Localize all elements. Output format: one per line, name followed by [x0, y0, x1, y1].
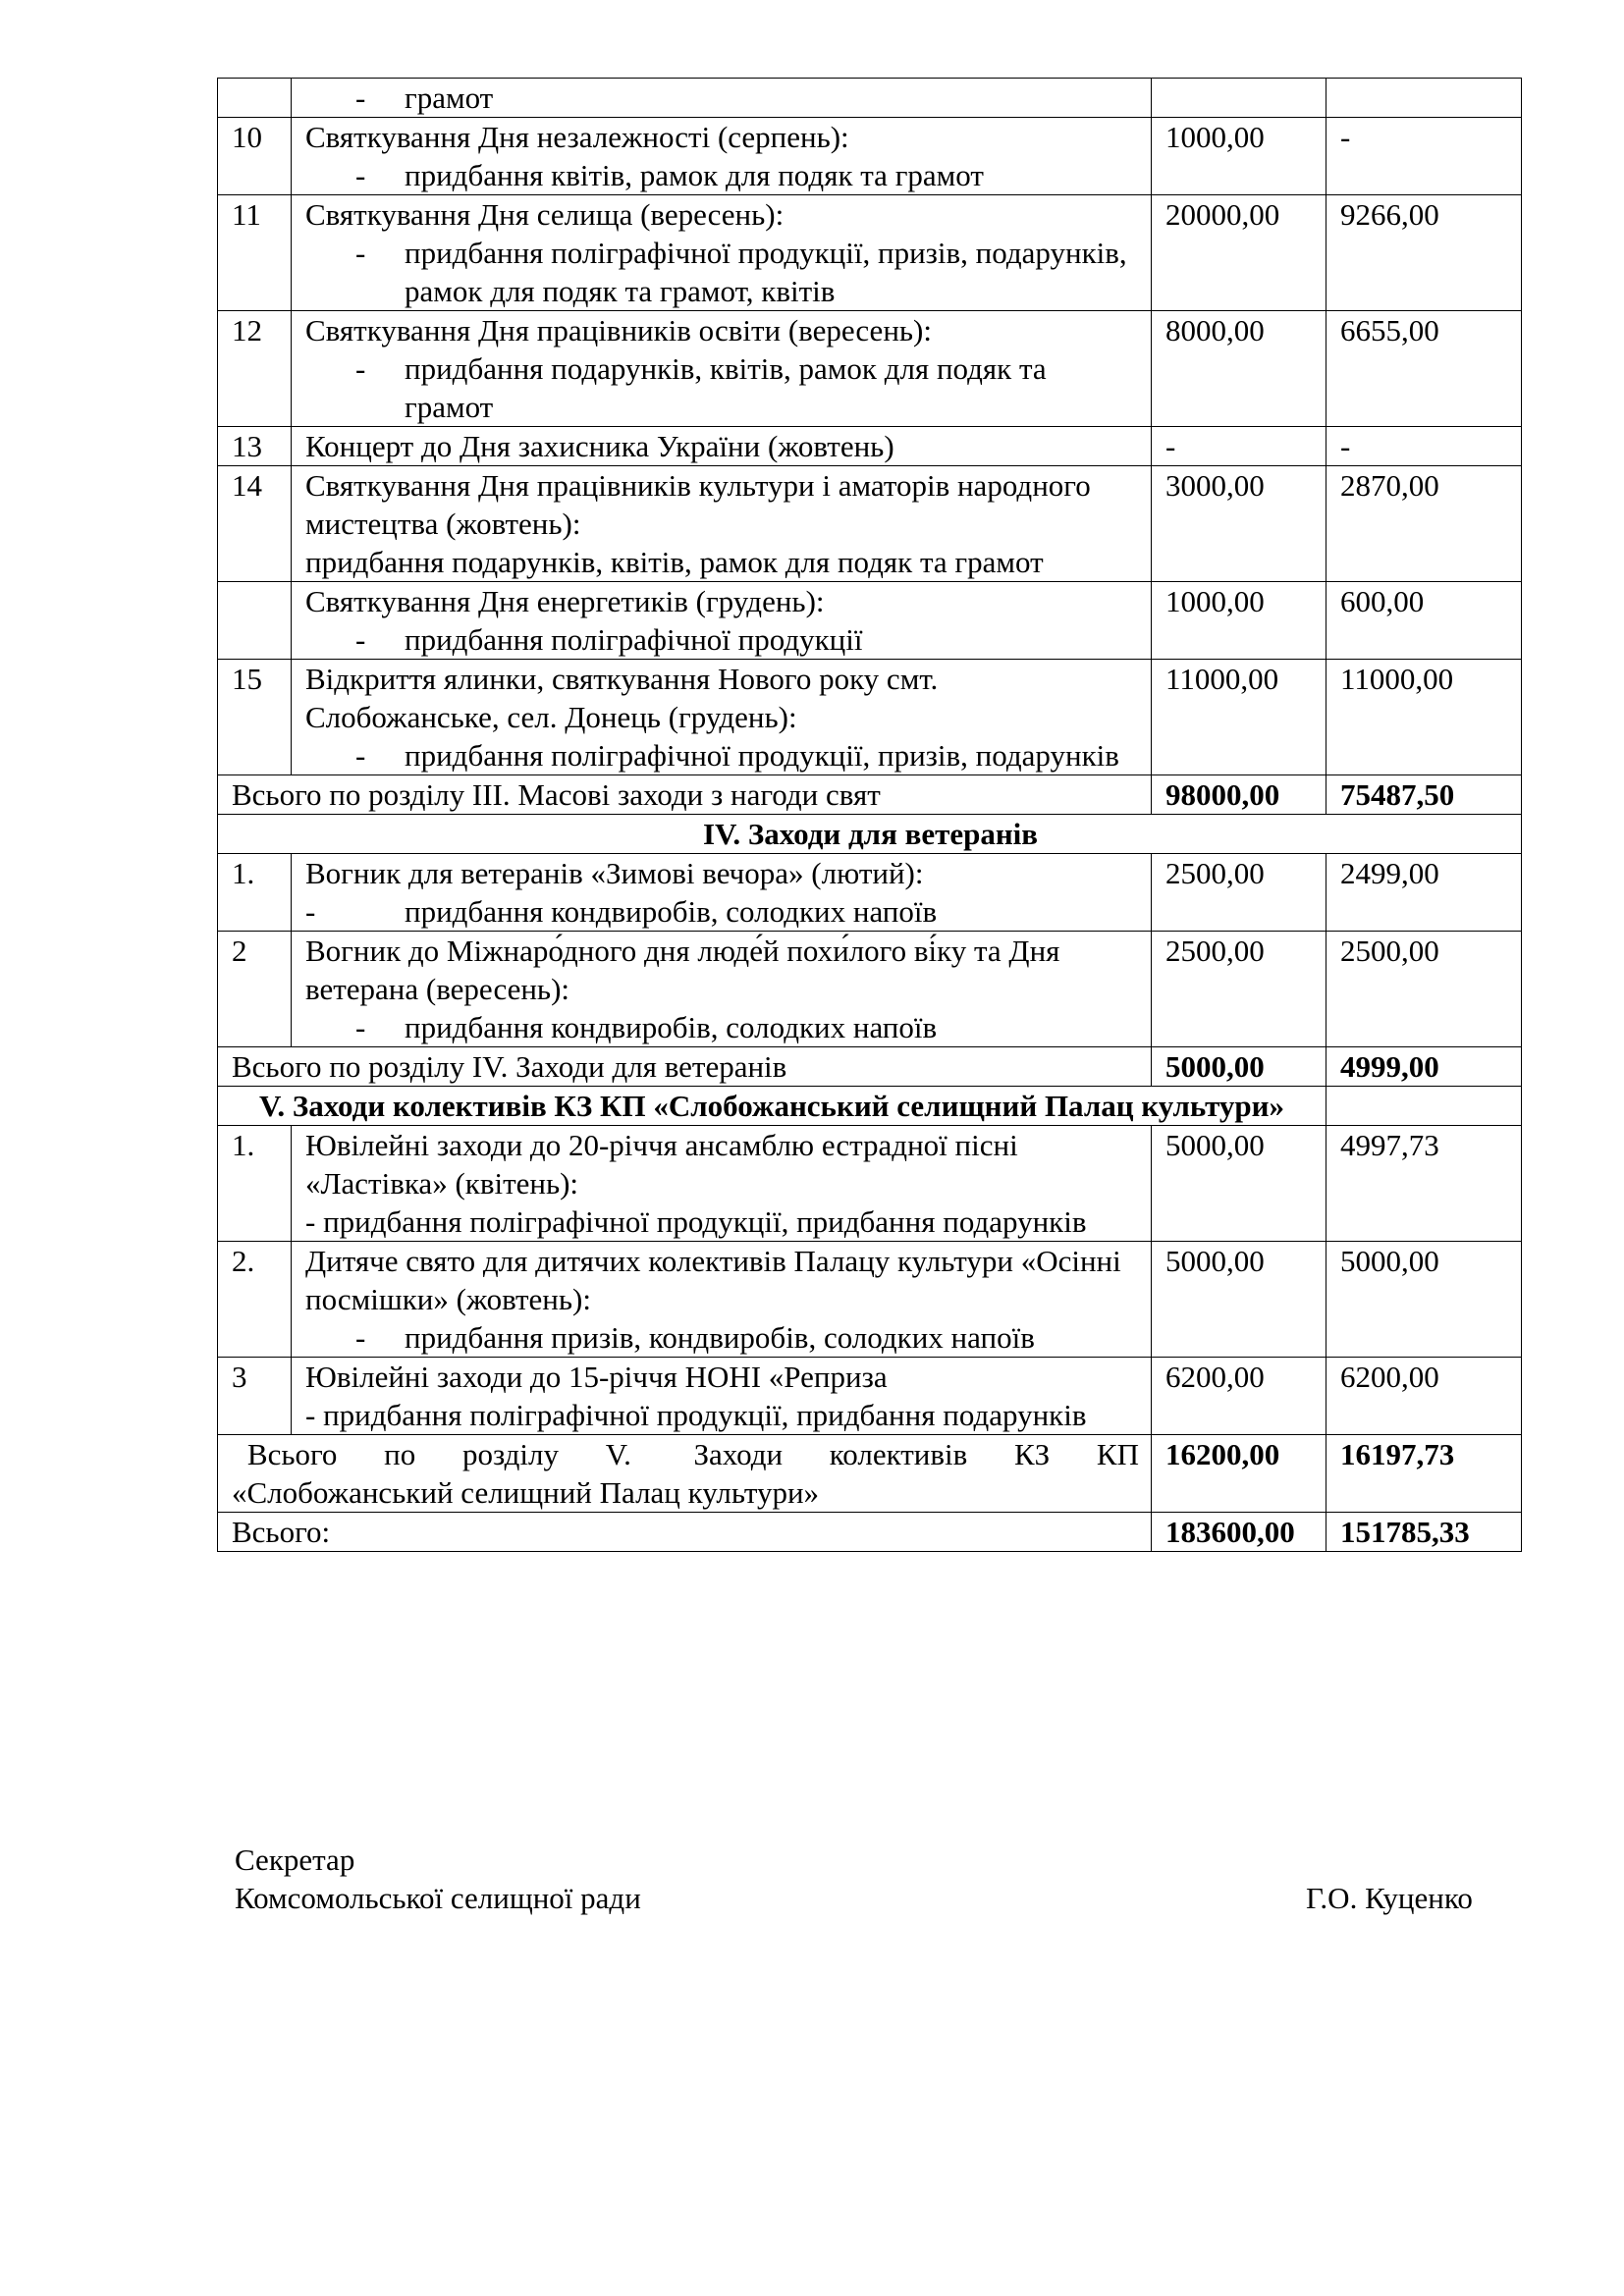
row-subtext: придбання подарунків, квітів, рамок для подяк та грамот — [305, 545, 1044, 579]
section-heading-row — [218, 815, 1522, 854]
fact-amount: - — [1326, 427, 1522, 466]
section-heading: V. Заходи колективів КЗ КП «Слобожанський селищний Палац культури» — [218, 1087, 1326, 1126]
section-heading: IV. Заходи для ветеранів — [218, 815, 1522, 854]
fact-amount: 2499,00 — [1326, 854, 1522, 932]
row-description — [292, 1242, 1152, 1358]
row-title: Святкування Дня працівників освіти (вересень): — [305, 313, 932, 347]
plan-amount: 1000,00 — [1152, 582, 1326, 660]
fact-amount: 2500,00 — [1326, 932, 1522, 1047]
plan-amount: 5000,00 — [1152, 1126, 1326, 1242]
bullet-item: - придбання квітів, рамок для подяк та грамот — [305, 156, 1139, 194]
bullet-item: - придбання призів, кондвиробів, солодких напоїв — [305, 1318, 1139, 1357]
row-title: Концерт до Дня захисника України (жовтень) — [305, 429, 894, 463]
row-title: Ювілейні заходи до 20-річчя ансамблю естрадної пісні «Ластівка» (квітень): — [305, 1128, 1018, 1201]
row-number: 14 — [218, 466, 292, 582]
section-total-row — [218, 1435, 1522, 1513]
plan-amount — [1152, 79, 1326, 118]
row-number: 13 — [218, 427, 292, 466]
fact-amount: 4997,73 — [1326, 1126, 1522, 1242]
fact-amount: 600,00 — [1326, 582, 1522, 660]
continuation-text: - грамот — [305, 79, 1139, 117]
table-row — [218, 660, 1522, 775]
table-row — [218, 311, 1522, 427]
table-row — [218, 854, 1522, 932]
row-description — [292, 1358, 1152, 1435]
row-number: 11 — [218, 195, 292, 311]
row-number: 10 — [218, 118, 292, 195]
row-number: 2. — [218, 1242, 292, 1358]
row-description — [292, 466, 1152, 582]
table-row — [218, 427, 1522, 466]
section-total-label: Всього по розділу ІІІ. Масові заходи з нагоди свят — [218, 775, 1152, 815]
table-row — [218, 1126, 1522, 1242]
table-row — [218, 195, 1522, 311]
section-total-plan: 5000,00 — [1152, 1047, 1326, 1087]
grand-total-fact: 151785,33 — [1326, 1513, 1522, 1552]
grand-total-plan: 183600,00 — [1152, 1513, 1326, 1552]
budget-table — [217, 78, 1522, 1552]
row-description — [292, 582, 1152, 660]
plan-amount: 20000,00 — [1152, 195, 1326, 311]
table-row — [218, 932, 1522, 1047]
fact-amount: 9266,00 — [1326, 195, 1522, 311]
signature-organization: Комсомольської селищної ради — [235, 1881, 641, 1915]
section-total-plan: 16200,00 — [1152, 1435, 1326, 1513]
row-description — [292, 79, 1152, 118]
row-description — [292, 1126, 1152, 1242]
row-title: Ювілейні заходи до 15-річчя НОНІ «Реприза — [305, 1360, 888, 1394]
row-subtext: - придбання поліграфічної продукції, придбання подарунків — [305, 1204, 1087, 1239]
bullet-item: - придбання поліграфічної продукції — [305, 620, 1139, 659]
row-description — [292, 118, 1152, 195]
fact-amount: 2870,00 — [1326, 466, 1522, 582]
row-number: 12 — [218, 311, 292, 427]
fact-amount: 5000,00 — [1326, 1242, 1522, 1358]
bullet-item: - придбання поліграфічної продукції, призів, подарунків — [305, 736, 1139, 774]
section-total-label-line: Всього по розділу V. Заходи колективів КЗ КП — [232, 1437, 1139, 1471]
row-description — [292, 311, 1152, 427]
grand-total-label: Всього: — [218, 1513, 1152, 1552]
fact-amount: 6200,00 — [1326, 1358, 1522, 1435]
table-row — [218, 79, 1522, 118]
grand-total-row — [218, 1513, 1522, 1552]
bullet-item: - придбання кондвиробів, солодких напоїв — [305, 1008, 1139, 1046]
fact-amount — [1326, 79, 1522, 118]
plan-amount: 6200,00 — [1152, 1358, 1326, 1435]
plan-amount: 5000,00 — [1152, 1242, 1326, 1358]
row-title: Відкриття ялинки, святкування Нового року смт. Слобожанське, сел. Донець (грудень): — [305, 662, 939, 734]
table-row — [218, 1242, 1522, 1358]
row-title: Вогник до Міжнаро́дного дня люде́й похи́лого ві́ку та Дня ветерана (вересень): — [305, 934, 1060, 1006]
plan-amount: 3000,00 — [1152, 466, 1326, 582]
fact-amount: 11000,00 — [1326, 660, 1522, 775]
signature-name: Г.О. Куценко — [1306, 1881, 1473, 1915]
plan-amount: 1000,00 — [1152, 118, 1326, 195]
plan-amount: - — [1152, 427, 1326, 466]
section-total-label — [218, 1435, 1152, 1513]
signature-title: Секретар — [235, 1842, 355, 1877]
bullet-item: - придбання подарунків, квітів, рамок для подяк та грамот — [305, 349, 1139, 426]
bullet-item: - придбання поліграфічної продукції, призів, подарунків, рамок для подяк та грамот, квітів — [305, 234, 1139, 310]
row-title: Святкування Дня працівників культури і аматорів народного мистецтва (жовтень): — [305, 468, 1091, 541]
row-title: Вогник для ветеранів «Зимові вечора» (лютий): — [305, 856, 924, 890]
fact-amount: - — [1326, 118, 1522, 195]
table-row — [218, 118, 1522, 195]
row-description — [292, 854, 1152, 932]
row-description — [292, 660, 1152, 775]
section-heading-row — [218, 1087, 1522, 1126]
section-total-row — [218, 775, 1522, 815]
row-description — [292, 427, 1152, 466]
section-total-fact: 75487,50 — [1326, 775, 1522, 815]
empty-cell — [1326, 1087, 1522, 1126]
table-row — [218, 582, 1522, 660]
row-number: 1. — [218, 1126, 292, 1242]
section-total-fact: 16197,73 — [1326, 1435, 1522, 1513]
table-row — [218, 466, 1522, 582]
section-total-label: Всього по розділу IV. Заходи для ветеранів — [218, 1047, 1152, 1087]
row-title: Дитяче свято для дитячих колективів Палацу культури «Осінні посмішки» (жовтень): — [305, 1244, 1121, 1316]
row-number: 15 — [218, 660, 292, 775]
plan-amount: 2500,00 — [1152, 932, 1326, 1047]
row-number — [218, 582, 292, 660]
plan-amount: 8000,00 — [1152, 311, 1326, 427]
row-number: 2 — [218, 932, 292, 1047]
row-number: 3 — [218, 1358, 292, 1435]
row-description — [292, 932, 1152, 1047]
table-row — [218, 1358, 1522, 1435]
section-total-row — [218, 1047, 1522, 1087]
row-subtext: - придбання поліграфічної продукції, придбання подарунків — [305, 1398, 1087, 1432]
row-title: Святкування Дня енергетиків (грудень): — [305, 584, 825, 618]
section-total-fact: 4999,00 — [1326, 1047, 1522, 1087]
row-description — [292, 195, 1152, 311]
plan-amount: 11000,00 — [1152, 660, 1326, 775]
bullet-item: - придбання кондвиробів, солодких напоїв — [305, 892, 1139, 931]
row-number: 1. — [218, 854, 292, 932]
fact-amount: 6655,00 — [1326, 311, 1522, 427]
section-total-plan: 98000,00 — [1152, 775, 1326, 815]
section-total-label-line: «Слобожанський селищний Палац культури» — [232, 1475, 820, 1510]
row-number — [218, 79, 292, 118]
plan-amount: 2500,00 — [1152, 854, 1326, 932]
row-title: Святкування Дня незалежності (серпень): — [305, 120, 849, 154]
row-title: Святкування Дня селища (вересень): — [305, 197, 785, 232]
